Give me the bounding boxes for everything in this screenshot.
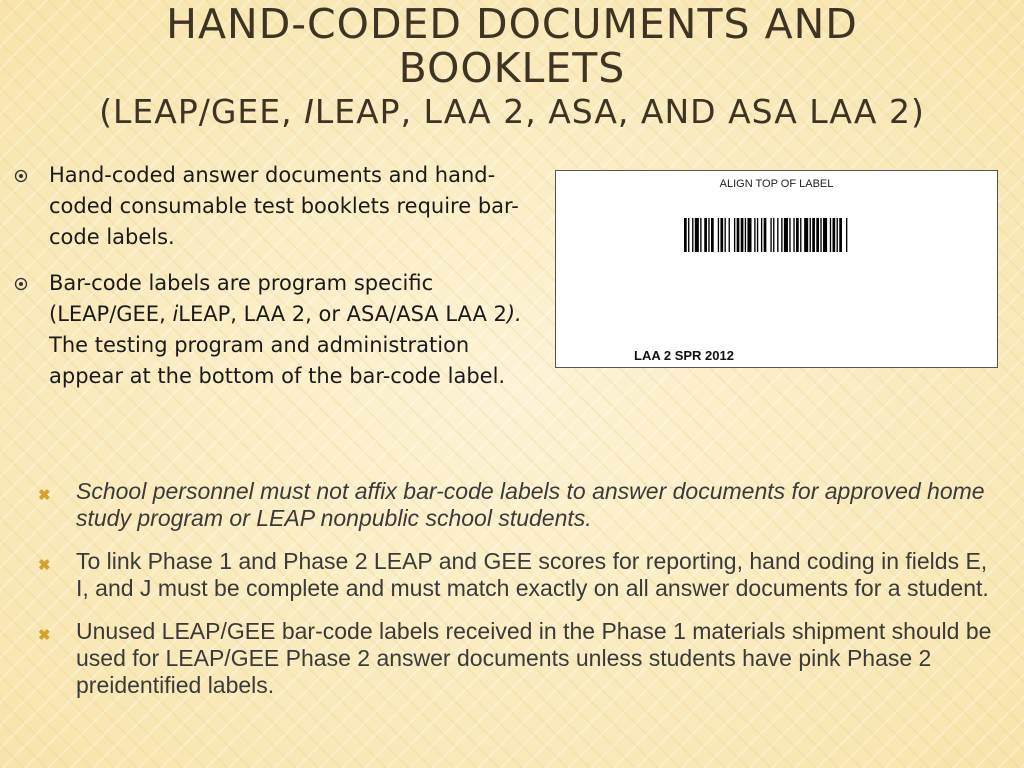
list-item xyxy=(14,268,530,392)
note-text: School personnel must not affix bar-code labels to answer documents for approved home study program or LEAP nonpublic school students. xyxy=(76,478,985,531)
note-text: Unused LEAP/GEE bar-code labels received in the Phase 1 materials shipment should be used for LEAP/GEE Phase 2 answer documents unless students have pink Phase 2 preidentified labels. xyxy=(76,618,992,698)
label-top-text: ALIGN TOP OF LABEL xyxy=(719,178,834,190)
x-bullet-icon: ✖ xyxy=(38,487,51,504)
slide-title xyxy=(60,2,964,132)
title-line-1: HAND-CODED DOCUMENTS AND BOOKLETS xyxy=(166,0,858,92)
circle-dot-bullet-icon xyxy=(14,169,28,183)
circle-dot-bullet-icon xyxy=(14,277,28,291)
list-item xyxy=(38,548,998,602)
x-bullet-icon: ✖ xyxy=(38,557,51,574)
list-item xyxy=(38,618,998,699)
x-bullet-icon: ✖ xyxy=(38,627,51,644)
barcode-label-sample xyxy=(555,170,998,368)
list-item xyxy=(14,160,530,253)
bullet-text: Bar-code labels are program specific (LEAP/GEE, iLEAP, LAA 2, or ASA/ASA LAA 2). The testing program and administration appear at the bottom of the bar-code label. xyxy=(49,271,522,388)
bullet-text: Hand-coded answer documents and hand-coded consumable test booklets require bar-code labels. xyxy=(49,163,519,249)
label-program-text: LAA 2 SPR 2012 xyxy=(634,348,734,363)
notes-list xyxy=(38,478,998,715)
barcode-image xyxy=(684,218,910,252)
title-line-2: (LEAP/GEE, ILEAP, LAA 2, ASA, AND ASA LAA 2) xyxy=(99,92,925,131)
left-bullet-list xyxy=(14,160,530,407)
list-item xyxy=(38,478,998,532)
note-text: To link Phase 1 and Phase 2 LEAP and GEE scores for reporting, hand coding in fields E, I, and J must be complete and must match exactly on all answer documents for a student. xyxy=(76,548,989,601)
